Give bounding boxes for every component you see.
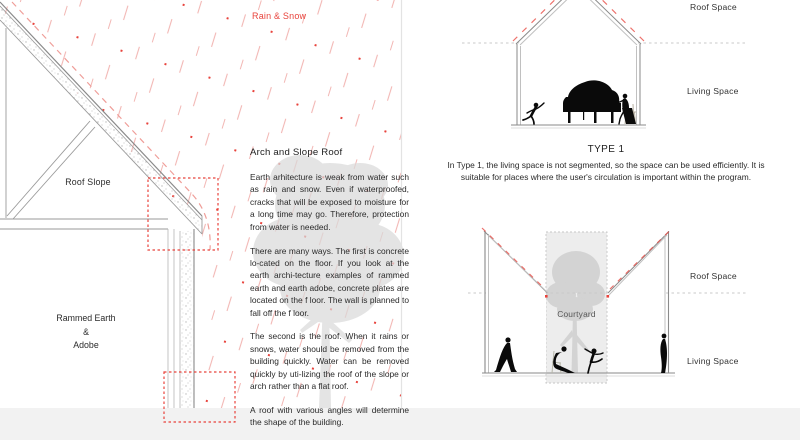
article-paragraph: Earth arhitecture is weak from water such as rain and snow. Even if waterproofed, cracks that will be exposed to moisture for a long time may go. Therefore, protection from water is needed.	[250, 172, 409, 232]
rain-snow-label: Rain & Snow	[252, 11, 307, 21]
wall-material-line: Adobe	[73, 340, 99, 350]
courtyard-living-space-label: Living Space	[687, 356, 739, 366]
wall-material-line: &	[83, 326, 89, 337]
type1-text-block	[446, 144, 766, 184]
valley-drip-dot	[607, 295, 610, 298]
type1-diagram	[462, 0, 746, 128]
article-heading: Arch and Slope Roof	[250, 147, 343, 158]
article-paragraph: A roof with various angles will determine the shape of the building.	[250, 405, 409, 428]
roof-slope-label: Roof Slope	[65, 177, 111, 187]
courtyard-label: Courtyard	[557, 309, 596, 319]
right-room-interior	[608, 233, 667, 372]
article-paragraph: The second is the roof. When it rains or snows, water should be removed from the building quickly. Water can be removed quickly by uti-lizing the roof of the slope or arch rather than a flat roof.	[250, 331, 409, 392]
type1-roof-space-label: Roof Space	[690, 2, 737, 12]
article-column	[250, 147, 409, 440]
type1-caption: In Type 1, the living space is not segmented, so the space can be used efficiently. It is suitable for places where the user's circulation is important within the program.	[447, 160, 765, 182]
article-paragraph: There are many ways. The first is concrete lo-cated on the floor. If you look at the earth archi-tecture examples of rammed earth and earth adobe, concrete plates are located on the f loor. The wall is planned to fall off the f loor.	[250, 245, 409, 318]
left-room-interior	[486, 233, 546, 372]
valley-drip-dot	[545, 295, 548, 298]
type1-title: TYPE 1	[587, 144, 625, 155]
wall-material-line: Rammed Earth	[56, 313, 116, 323]
wall-material-label	[36, 312, 136, 353]
type1-living-space-label: Living Space	[687, 86, 739, 96]
courtyard-roof-space-label: Roof Space	[690, 271, 737, 281]
